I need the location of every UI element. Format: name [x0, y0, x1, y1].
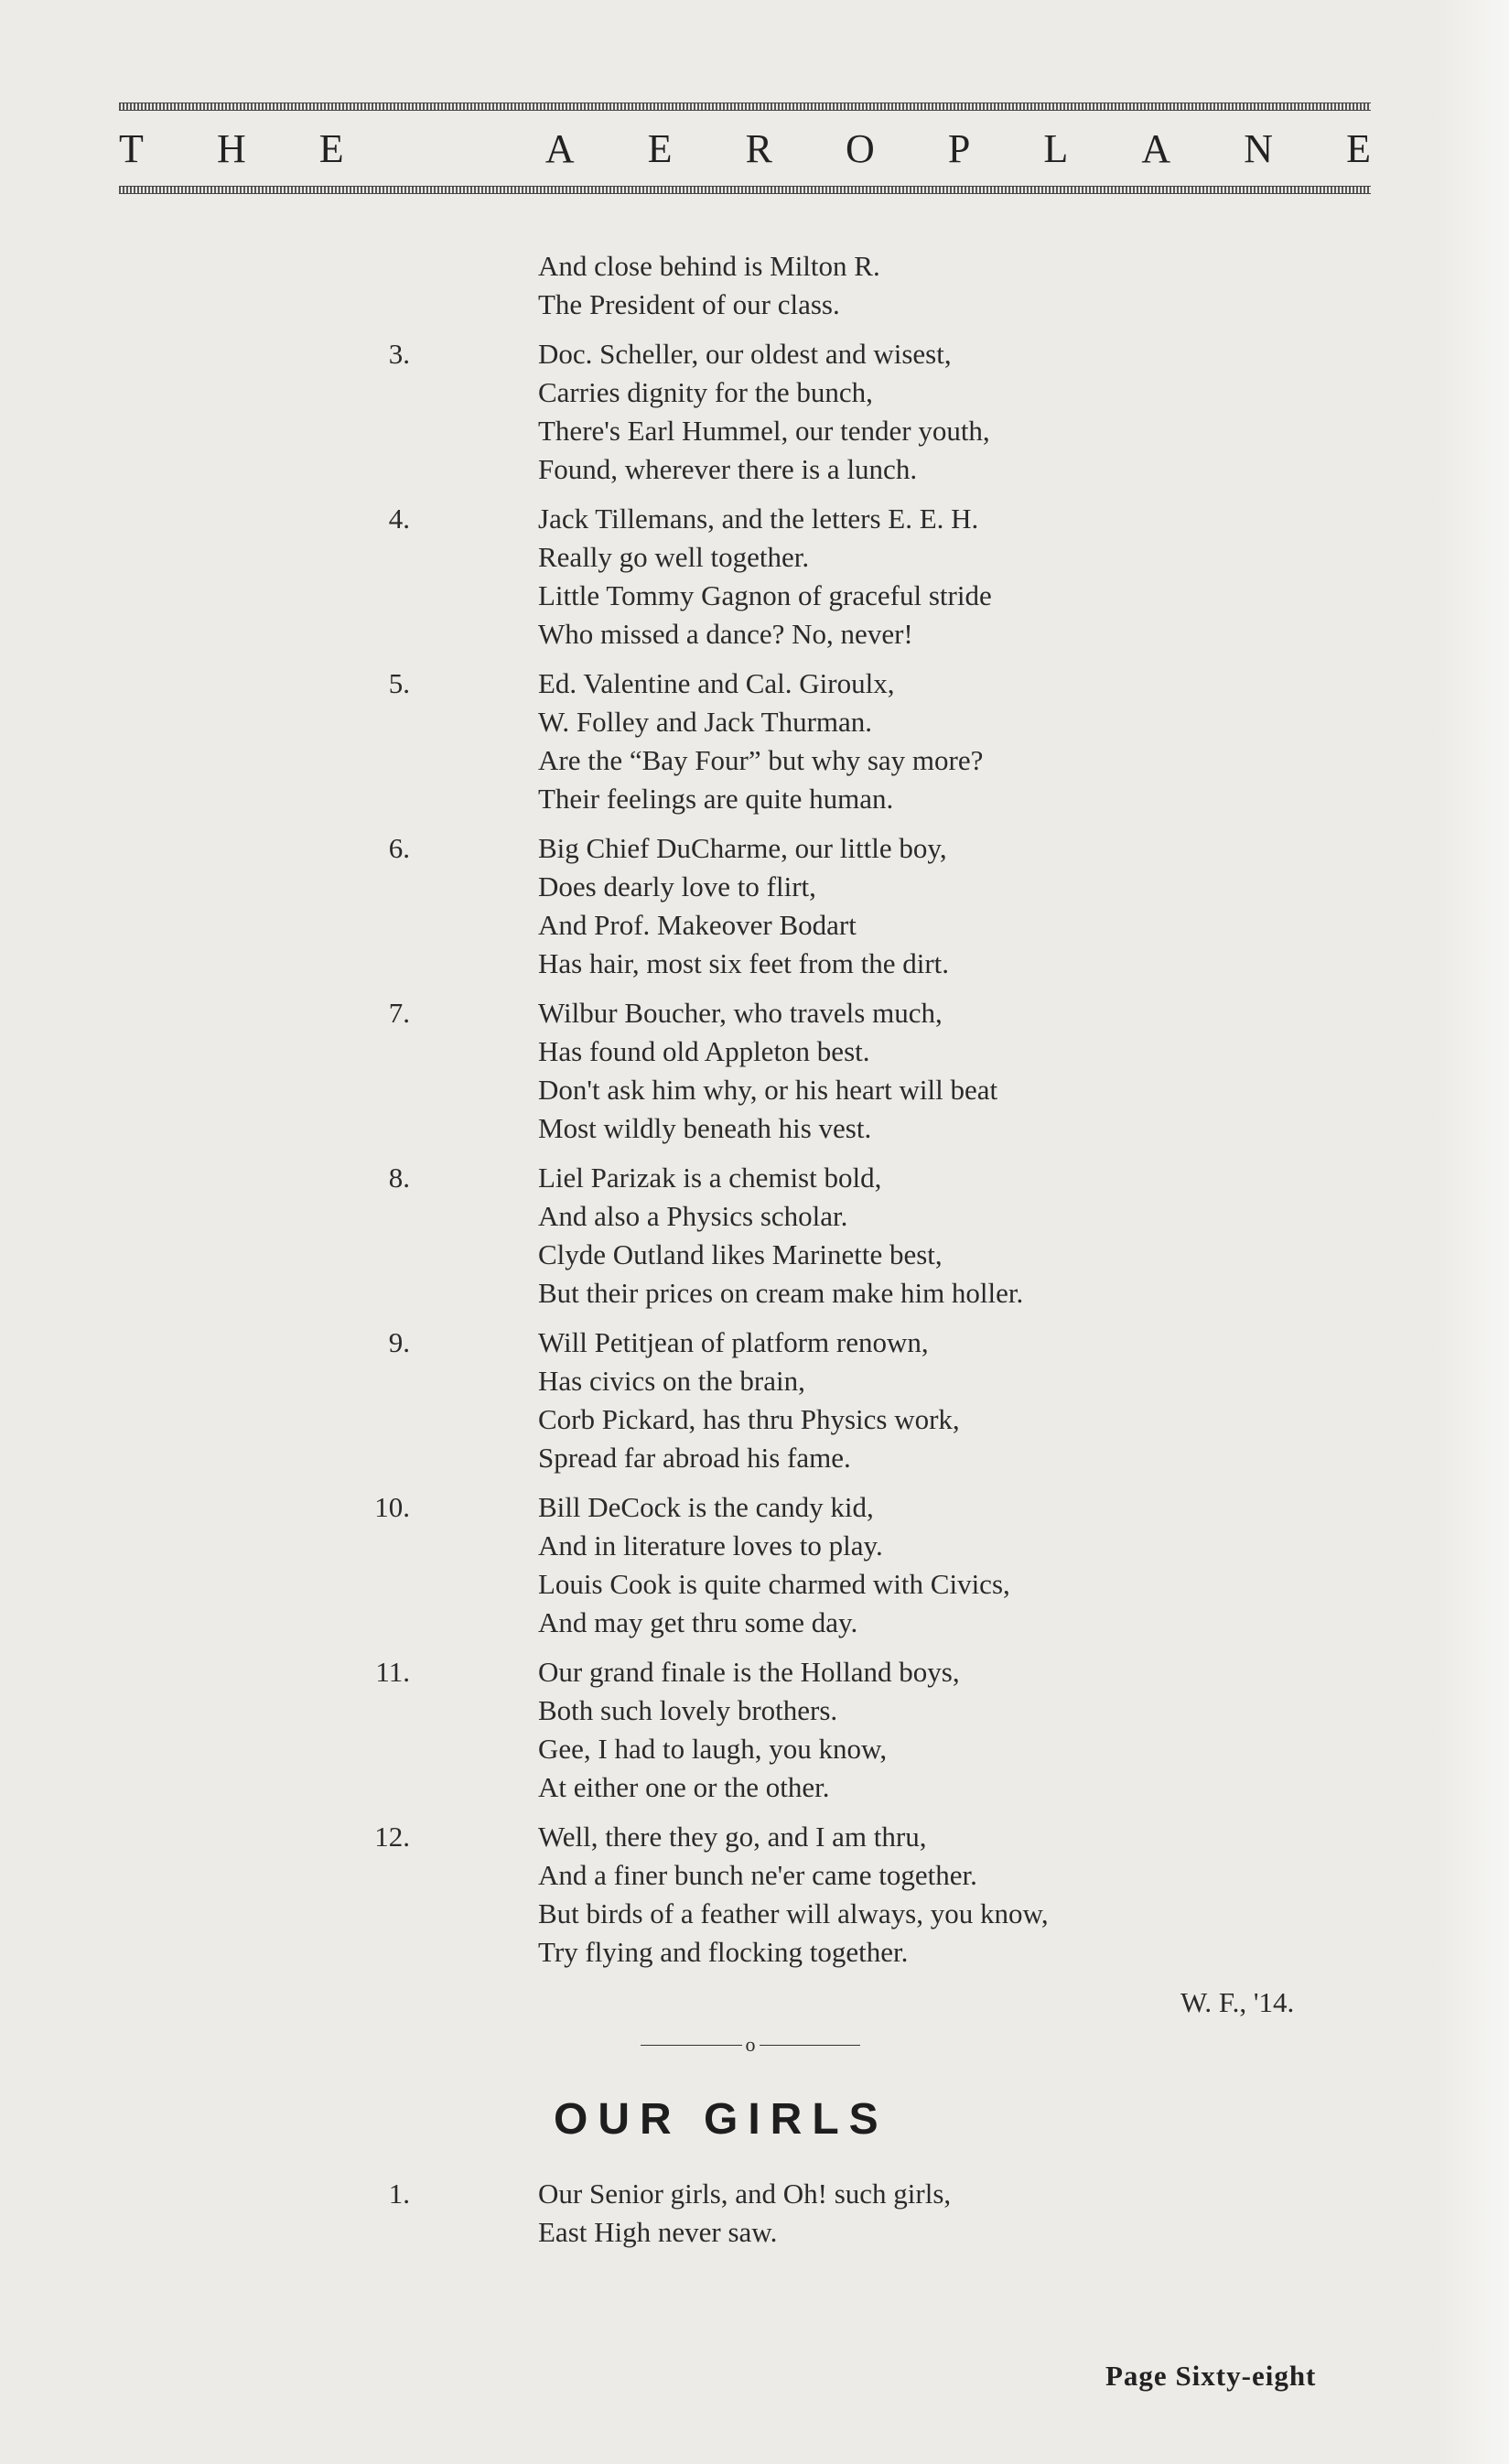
poem-line: And a finer bunch ne'er came together. [538, 1859, 977, 1891]
masthead-letter: E [647, 125, 673, 171]
our-girls-poem [388, 2175, 1354, 2263]
poem-line: Has civics on the brain, [538, 1365, 805, 1397]
stanza [388, 829, 1354, 983]
poem-line: Little Tommy Gagnon of graceful stride [538, 579, 992, 611]
poem-line: But birds of a feather will always, you know, [538, 1897, 1049, 1929]
poem-line: Corb Pickard, has thru Physics work, [538, 1403, 960, 1435]
masthead-letter: E [318, 125, 344, 171]
poem-line: Liel Parizak is a chemist bold, [538, 1162, 882, 1194]
poem-line: Don't ask him why, or his heart will beat [538, 1074, 998, 1106]
poem-intro [439, 247, 1354, 324]
poem-line: And Prof. Makeover Bodart [538, 909, 857, 941]
stanza [388, 994, 1354, 1148]
poem-line: But their prices on cream make him holler. [538, 1277, 1024, 1309]
masthead-letter: A [544, 125, 575, 171]
poem-line: Bill DeCock is the candy kid, [538, 1491, 874, 1523]
poem-line: Spread far abroad his fame. [538, 1442, 851, 1474]
poem-line: And also a Physics scholar. [538, 1200, 848, 1232]
poem-line: Are the “Bay Four” but why say more? [538, 744, 984, 776]
stanza-number: 10. [374, 1491, 410, 1523]
stanza-number: 11. [375, 1656, 410, 1688]
masthead [119, 121, 1371, 176]
poem-line: Their feelings are quite human. [538, 783, 894, 815]
stanza [388, 1324, 1354, 1477]
poem-signature: W. F., '14. [1180, 1986, 1295, 2018]
poem-line: Both such lovely brothers. [538, 1694, 838, 1726]
stanza-number: 8. [388, 1162, 410, 1194]
poem-line: Doc. Scheller, our oldest and wisest, [538, 338, 952, 370]
masthead-letter: H [216, 125, 246, 171]
poem-line: Clyde Outland likes Marinette best, [538, 1238, 943, 1270]
divider-line [760, 2045, 861, 2046]
poem-line: Big Chief DuCharme, our little boy, [538, 832, 947, 864]
poem-line: Does dearly love to flirt, [538, 870, 816, 902]
poem-line: And may get thru some day. [538, 1606, 858, 1638]
poem-line: Found, wherever there is a lunch. [538, 453, 918, 485]
poem-line: Has found old Appleton best. [538, 1035, 870, 1067]
masthead-letter: R [745, 125, 772, 171]
poem-line: Has hair, most six feet from the dirt. [538, 947, 950, 979]
stanza [388, 500, 1354, 654]
page-number: Page Sixty-eight [1105, 2360, 1317, 2392]
poem-line: At either one or the other. [538, 1771, 830, 1803]
stanza [388, 2175, 1354, 2252]
poem-line: East High never saw. [538, 2216, 778, 2248]
poem-line: Wilbur Boucher, who travels much, [538, 997, 943, 1029]
masthead-letter: A [1141, 125, 1171, 171]
poem-line: Really go well together. [538, 541, 810, 573]
stanza-number: 12. [374, 1821, 410, 1853]
stanza [375, 1653, 1354, 1807]
poem-line: Carries dignity for the bunch, [538, 376, 873, 408]
section-divider [641, 2026, 860, 2063]
poem-line: Louis Cook is quite charmed with Civics, [538, 1568, 1010, 1600]
stanza-number: 3. [388, 338, 410, 370]
masthead-letter: T [119, 125, 144, 171]
stanza [388, 665, 1354, 818]
poem-line: Most wildly beneath his vest. [538, 1112, 872, 1144]
stanza [388, 1159, 1354, 1313]
poem-line: The President of our class. [538, 288, 840, 320]
masthead-letter: P [947, 125, 971, 171]
page-edge-shade [1436, 0, 1509, 2464]
stanza-number: 7. [388, 997, 410, 1029]
stanza-number: 6. [388, 832, 410, 864]
class-poem [374, 247, 1354, 1983]
stanza-number: 4. [388, 503, 410, 535]
stanza [374, 1818, 1354, 1972]
poem-line: Our Senior girls, and Oh! such girls, [538, 2178, 952, 2210]
masthead-letter: O [846, 125, 875, 171]
poem-line: Ed. Valentine and Cal. Giroulx, [538, 667, 895, 699]
stanza-number: 5. [388, 667, 410, 699]
poem-line: Try flying and flocking together. [538, 1936, 909, 1968]
poem-line: Gee, I had to laugh, you know, [538, 1733, 888, 1765]
masthead-letter: L [1043, 125, 1069, 171]
stanza-number: 9. [388, 1326, 410, 1358]
divider-mark: o [745, 2033, 756, 2056]
poem-line: There's Earl Hummel, our tender youth, [538, 415, 990, 447]
our-girls-title: OUR GIRLS [554, 2095, 889, 2144]
divider-line [641, 2045, 742, 2046]
masthead-letter: N [1244, 125, 1273, 171]
poem-line: Jack Tillemans, and the letters E. E. H. [538, 503, 979, 535]
poem-line: Who missed a dance? No, never! [538, 618, 913, 650]
stanza [388, 335, 1354, 489]
poem-line: Will Petitjean of platform renown, [538, 1326, 929, 1358]
poem-line: Our grand finale is the Holland boys, [538, 1656, 960, 1688]
poem-line: And close behind is Milton R. [538, 250, 880, 282]
poem-line: Well, there they go, and I am thru, [538, 1821, 927, 1853]
masthead-top-rule [119, 103, 1371, 111]
poem-line: W. Folley and Jack Thurman. [538, 706, 873, 738]
stanza [374, 1488, 1354, 1642]
masthead-bottom-rule [119, 186, 1371, 194]
stanza-number: 1. [388, 2178, 410, 2210]
masthead-letter: E [1346, 125, 1371, 171]
poem-line: And in literature loves to play. [538, 1529, 883, 1562]
